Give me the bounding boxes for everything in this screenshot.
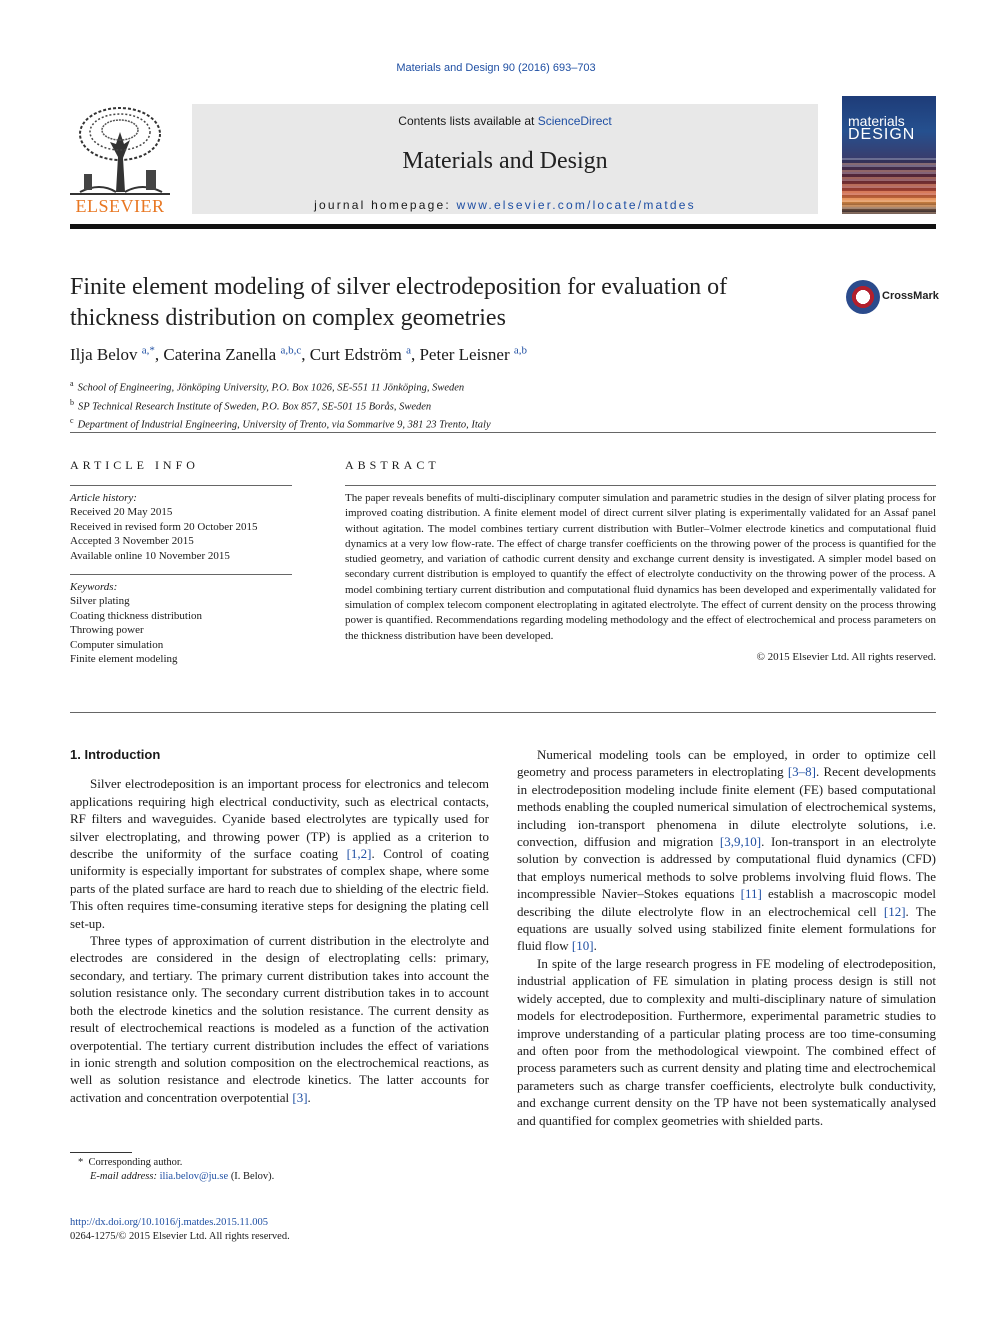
footnote-rule [70,1152,132,1153]
masthead [70,94,936,216]
sciencedirect-link[interactable]: ScienceDirect [537,114,612,128]
keyword: Throwing power [70,624,144,637]
body-left-column [70,746,489,1106]
affiliation: $^b$ SP Technical Research Institute of Sweden, P.O. Box 857, SE-501 15 Borås, Sweden [70,397,432,412]
journal-reference[interactable]: Materials and Design 90 (2016) 693–703 [396,62,596,74]
keyword: Coating thickness distribution [70,609,202,622]
divider [70,432,936,433]
paragraph: In spite of the large research progress in FE modeling of electrodeposition, industrial application of FE simulation in plating process design is still not widely accepted, due to complexity and multi-disciplinary nature of simulation models for electrodeposition. Furthermore, experimental parametric studies to improve understanding of a particular plating process are too time-consuming and often poor from the methodological viewpoint. The combined effect of process parameters such as current density and plating time and electrochemical parameters such as charge transfer coefficients, electrolyte bulk conductivity, and exchange current density on the TP have not been systematically analysed and quantified for complex geometries with shielded parts. [517,955,936,1128]
history-label: Article history: [70,492,137,504]
keyword: Finite element modeling [70,653,178,666]
section-heading: 1. Introduction [70,747,161,762]
article-title: Finite element modeling of silver electrodeposition for evaluation of thickness distribution on complex geometries [70,274,728,331]
masthead-rule [70,224,936,229]
affiliation: $^c$ Department of Industrial Engineering, University of Trento, via Sommarive 9, 381 23 Trento, Italy [70,416,491,431]
history-item: Received in revised form 20 October 2015 [70,520,258,533]
cover-title: materials DESIGN [848,113,916,143]
page-footer [70,1216,290,1244]
keywords-label: Keywords: [70,581,118,594]
paragraph: Three types of approximation of current distribution in the electrolyte and electrodes are considered in the design of electroplating cells: primary, secondary, and tertiary. The primary current distribution takes into account the solution resistance only. The secondary current distribution takes in to account both the electrode kinetics and the solution resistance. The current density as result of electrochemical reactions is modeled as a function of the activation overpotential. The tertiary current distribution includes the effect of variations in ionic strength and solution composition on the electrochemical reactions, as well as solution resistance and electrode kinetics. The latter accounts for activation and concentration overpotential [3]. [70,933,489,1105]
journal-banner [192,104,818,214]
abstract-heading: ABSTRACT [345,458,440,472]
citation-link[interactable]: [3,9,10] [719,834,762,850]
paragraph: Numerical modeling tools can be employed, in order to optimize cell geometry and process parameters in electroplating [3–8]. Recent developments in electrodeposition modeling include finite element (FE) based computational methods enabling the coupled numerical simulation of electrochemical systems, including ion-transport phenomena in dilute electrolyte solutions, i.e. convection, diffusion and migration [3,9,10]. Ion-transport in an electrolyte solution by convection is addressed by computational fluid dynamics (CFD) that employs numerical methods to solve problems involving fluid flows. The incompressible Navier–Stokes equations [11] establish a macroscopic model describing the dilute electrolyte flow in an electrochemical cell [12]. The equations are usually solved using stabilized finite element formulations for fluid flow [10]. [517,747,936,954]
history-item: Available online 10 November 2015 [70,549,230,562]
author[interactable]: Ilja Belov $^{a,*}$, [70,344,164,364]
journal-homepage: journal homepage: www.elsevier.com/locate/matdes [314,198,696,212]
journal-cover-thumbnail[interactable] [842,96,936,214]
history-item: Accepted 3 November 2015 [70,535,194,548]
issn-line: 0264-1275/© 2015 Elsevier Ltd. All rights reserved. [70,1231,290,1242]
abstract-text: The paper reveals benefits of multi-disciplinary computer simulation and parametric studies in the design of silver plating process for improved coating distribution. A finite element model of direct current silver plating is experimentally validated for an Assaf panel without agitation. The model combines tertiary current distribution with Butler–Volmer electrode kinetics and computational fluid dynamics at a very low flow-rate. The effect of charge transfer coefficients on the throwing power of the process is quantified for the studied geometry, and variation of cathodic current density and exchange current density is investigated. A simpler model based on secondary current distribution is employed to quantify the effect of electrolyte conductivity on the throwing power of the process. A model combining tertiary current distribution and computational fluid dynamics has been developed and experimentally validated for simulation of complex telecom component electroplating in agitated electrolyte. The effect of current density on the process throwing power is quantified. Recommendations regarding modeling methodology and the effect of electrochemical and process parameters on the thickness distribution have been developed. [345,492,936,642]
keyword: Silver plating [70,595,130,608]
citation-link[interactable]: [10] [571,938,594,954]
article-info-heading: ARTICLE INFO [70,458,199,472]
article-info [70,485,292,666]
divider [70,712,936,713]
corresponding-author-note: Corresponding author. [88,1157,183,1168]
citation-link[interactable]: [11] [740,886,762,902]
homepage-link[interactable]: www.elsevier.com/locate/matdes [456,198,696,212]
history-item: Received 20 May 2015 [70,506,173,519]
crossmark-badge[interactable]: CrossMark [846,280,938,314]
keyword: Computer simulation [70,638,164,651]
body-right-column [517,746,936,1129]
doi-link[interactable]: http://dx.doi.org/10.1016/j.matdes.2015.11.005 [70,1217,269,1228]
author[interactable]: Peter Leisner $^{a,b}$ [419,344,528,364]
affiliation: $^a$ School of Engineering, Jönköping University, P.O. Box 1026, SE-551 11 Jönköping, Sweden [70,379,465,394]
contents-line: Contents lists available at ScienceDirect [398,114,612,128]
paragraph: Silver electrodeposition is an important process for electronics and telecom applications requiring high electrical conductivity, such as electrical contacts, RF filters and waveguides. Cyanide based electrolytes are typically used for silver electroplating, and throwing power (TP) is applied as a criterion to describe the uniformity of the surface coating [1,2]. Control of coating uniformity is especially important for substrates of complex shape, where some parts of the plated surface are hard to reach due to shielding of the electric field. This often requires time-consuming iterative steps for designing the plating cell set-up. [70,776,489,931]
citation-link[interactable]: [3] [292,1089,308,1105]
abstract [345,485,936,665]
citation-link[interactable]: [12] [883,903,906,919]
author[interactable]: Curt Edström $^a$, [309,344,420,364]
author[interactable]: Caterina Zanella $^{a,b,c}$, [163,344,310,364]
email-link[interactable]: ilia.belov@ju.se [159,1171,229,1182]
elsevier-wordmark: ELSEVIER [75,196,165,216]
citation-link[interactable]: [3–8] [787,764,816,780]
cover-art [842,158,936,214]
footnotes: * Corresponding author. E-mail address: ilia.belov@ju.se (I. Belov). [78,1157,275,1182]
copyright: © 2015 Elsevier Ltd. All rights reserved. [756,650,936,663]
journal-name: Materials and Design [402,148,608,174]
crossmark-icon [846,280,880,314]
affiliations [70,377,491,433]
citation-link[interactable]: [1,2] [346,846,372,862]
author-list [70,344,527,365]
